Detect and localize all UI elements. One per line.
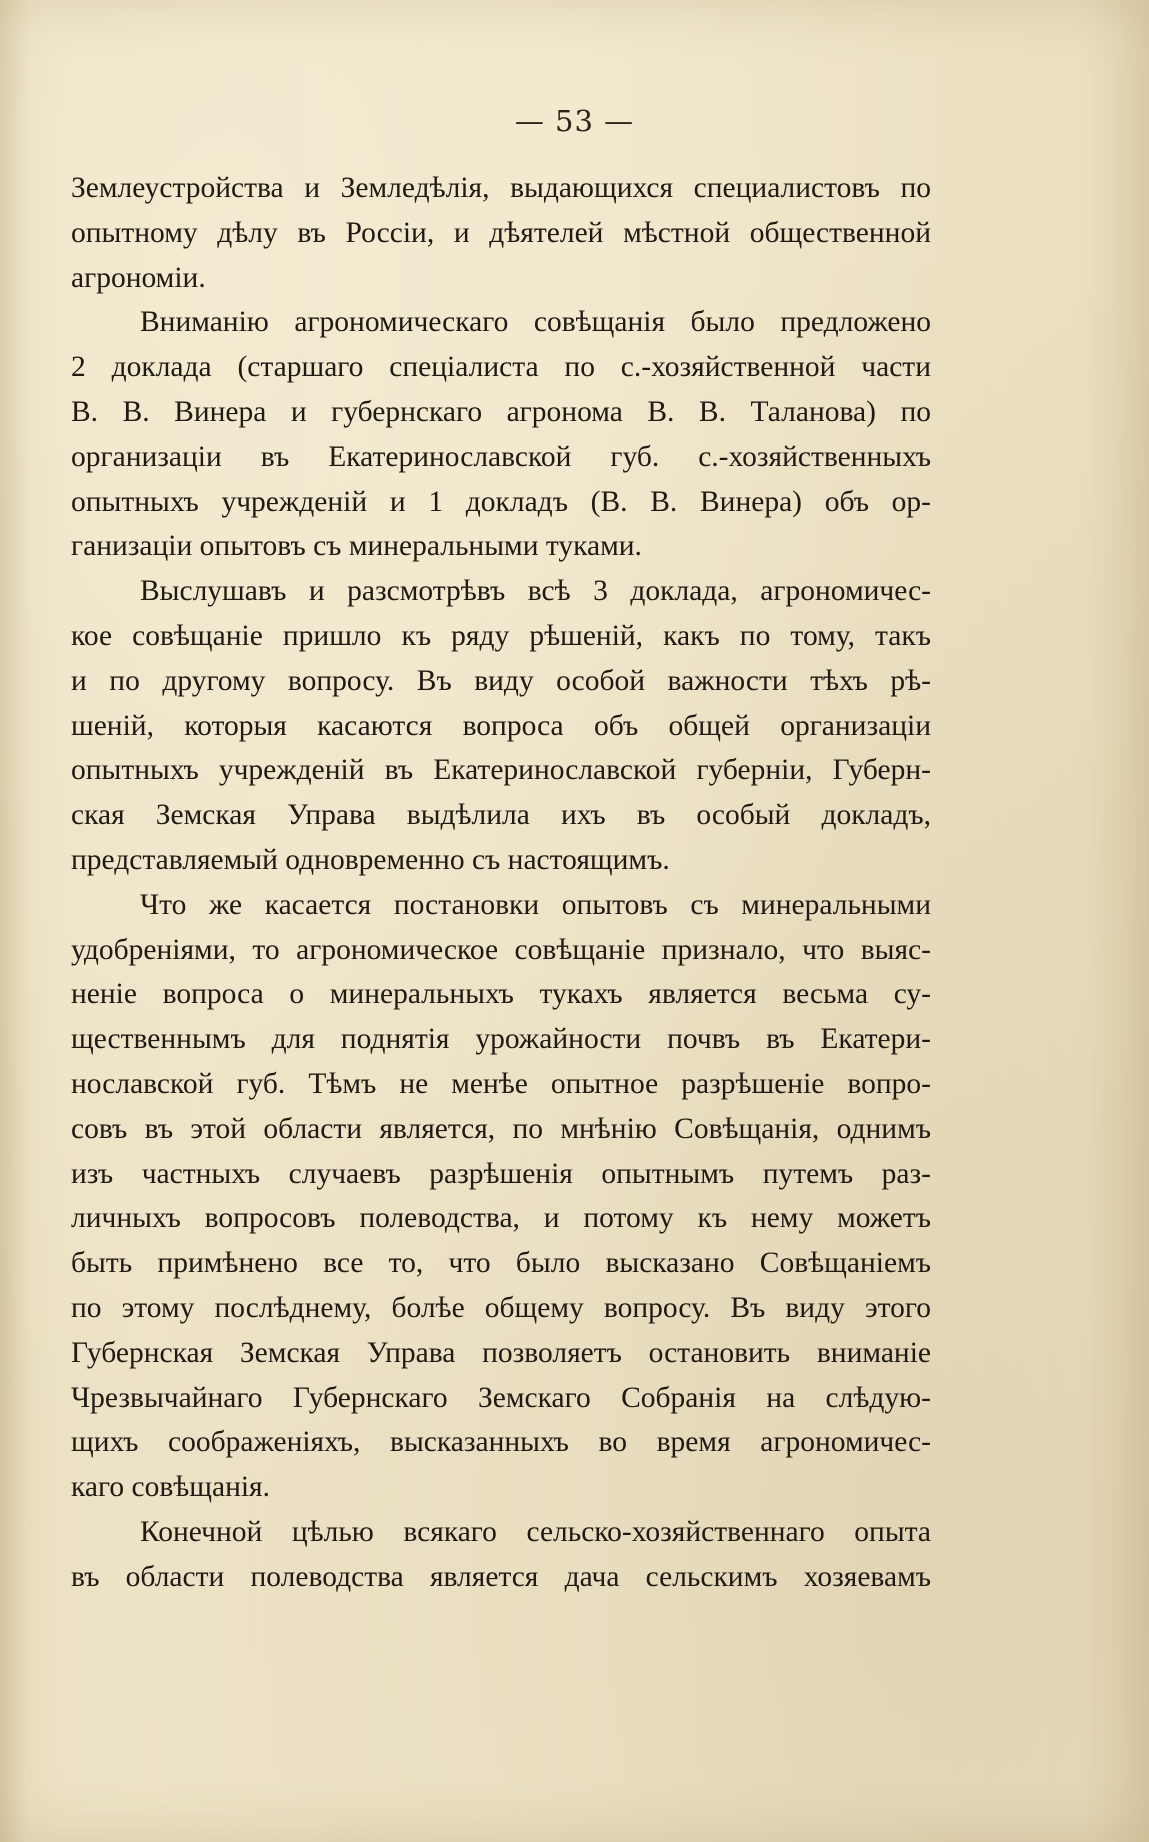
- text-line: Конечной цѣлью всякаго сельско-хозяйственнаго опыта: [140, 1515, 931, 1548]
- text-line: организаціи въ Екатеринославской губ. с.-хозяйственныхъ: [71, 440, 931, 473]
- text-line: щественнымъ для поднятія урожайности почвъ въ Екатери-: [71, 1023, 931, 1056]
- text-line: быть примѣнено все то, что было высказано Совѣщаніемъ: [71, 1247, 931, 1280]
- text-line: Вниманію агрономическаго совѣщанія было предложено: [140, 306, 931, 339]
- text-line: 2 доклада (старшаго спеціалиста по с.-хозяйственной части: [71, 351, 931, 384]
- text-line: опытныхъ учрежденій въ Екатеринославской губерніи, Губерн-: [71, 754, 931, 787]
- text-line: щихъ соображеніяхъ, высказанныхъ во время агрономичес-: [71, 1426, 931, 1459]
- text-line: совъ въ этой области является, по мнѣнію Совѣщанія, однимъ: [71, 1112, 931, 1145]
- text-line: Чрезвычайнаго Губернскаго Земскаго Собранія на слѣдую-: [71, 1381, 931, 1414]
- text-line: шеній, которыя касаются вопроса объ общей организаціи: [71, 709, 931, 742]
- text-line: опытному дѣлу въ Россіи, и дѣятелей мѣстной общественной: [71, 216, 931, 249]
- text-line: ганизаціи опытовъ съ минеральными туками.: [71, 530, 642, 563]
- text-line: въ области полеводства является дача сельскимъ хозяевамъ: [71, 1560, 931, 1593]
- text-line: и по другому вопросу. Въ виду особой важности тѣхъ рѣ-: [71, 664, 931, 697]
- body-text: [71, 166, 931, 1600]
- text-line: представляемый одновременно съ настоящимъ.: [71, 843, 670, 876]
- text-line: Выслушавъ и разсмотрѣвъ всѣ 3 доклада, агрономичес-: [140, 575, 931, 608]
- text-line: кое совѣщаніе пришло къ ряду рѣшеній, какъ по тому, такъ: [71, 619, 931, 652]
- text-line: по этому послѣднему, болѣе общему вопросу. Въ виду этого: [71, 1291, 931, 1324]
- text-line: Землеустройства и Земледѣлія, выдающихся специалистовъ по: [71, 172, 931, 204]
- page-number: — 53 —: [514, 104, 635, 138]
- text-line: ская Земская Управа выдѣлила ихъ въ особый докладъ,: [71, 799, 931, 832]
- text-line: личныхъ вопросовъ полеводства, и потому къ нему можетъ: [71, 1202, 931, 1235]
- text-line: агрономіи.: [71, 261, 206, 294]
- text-line: каго совѣщанія.: [71, 1471, 270, 1504]
- text-line: нославской губ. Тѣмъ не менѣе опытное разрѣшеніе вопро-: [71, 1067, 931, 1100]
- text-line: Губернская Земская Управа позволяетъ остановить вниманіе: [71, 1336, 931, 1369]
- text-line: Что же касается постановки опытовъ съ минеральными: [140, 888, 931, 921]
- text-line: В. В. Винера и губернскаго агронома В. В. Таланова) по: [71, 395, 931, 428]
- text-line: опытныхъ учрежденій и 1 докладъ (В. В. Винера) объ ор-: [71, 485, 931, 518]
- text-line: удобреніями, то агрономическое совѣщаніе признало, что выяс-: [71, 933, 931, 966]
- text-line: изъ частныхъ случаевъ разрѣшенія опытнымъ путемъ раз-: [71, 1157, 931, 1190]
- text-line: неніе вопроса о минеральныхъ тукахъ является весьма су-: [71, 978, 931, 1011]
